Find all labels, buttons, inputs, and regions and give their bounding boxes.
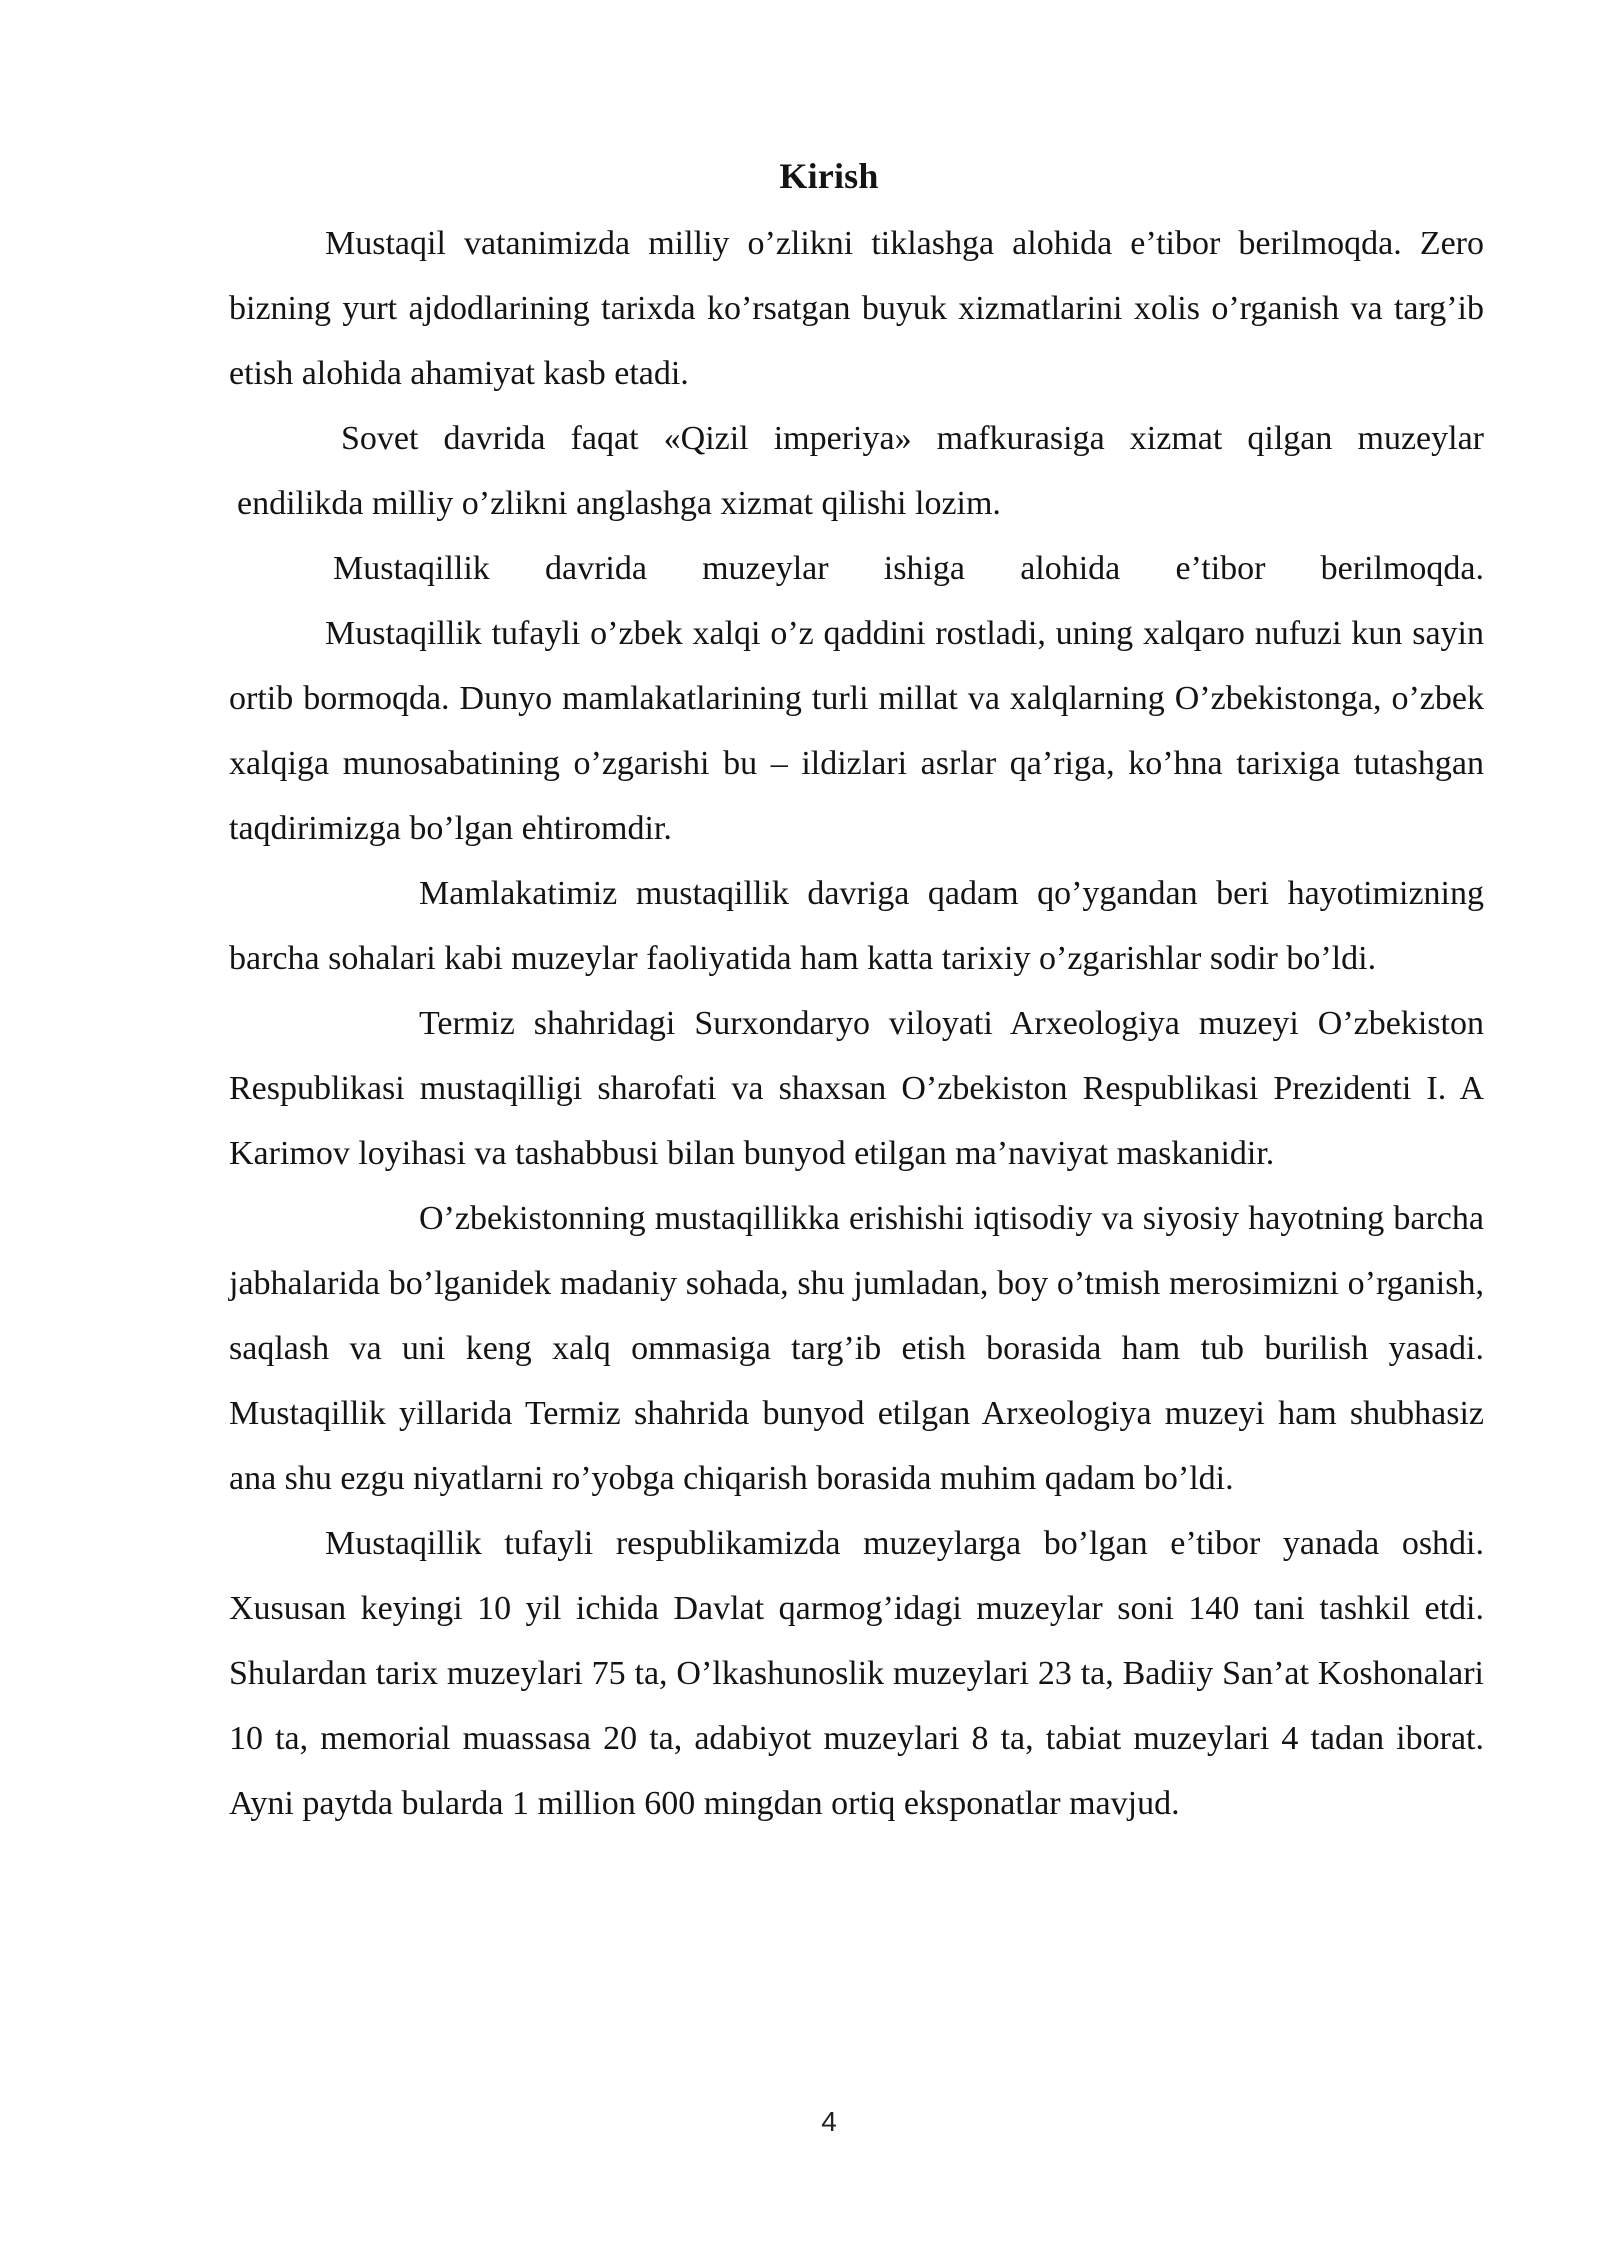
document-body [229,211,1484,1836]
paragraph-termiz-museum: Termiz shahridagi Surxondaryo viloyati Arxeologiya muzeyi O’zbekiston Respublikasi mustaqilligi sharofati va shaxsan O’zbekiston Respublikasi Prezidenti I. A Karimov loyihasi va tashabbusi bilan bunyod etilgan ma’naviyat maskanidir. [229,1005,1484,1172]
paragraph-independence-attention: Mustaqillik davrida muzeylar ishiga alohida e’tibor berilmoqda. [333,550,1484,587]
paragraph-soviet-era: Sovet davrida faqat «Qizil imperiya» mafkurasiga xizmat qilgan muzeylar endilikda milliy o’zlikni anglashga xizmat qilishi lozim. [237,420,1484,522]
paragraph-intro: Mustaqil vatanimizda milliy o’zlikni tiklashga alohida e’tibor berilmoqda. Zero bizning yurt ajdodlarining tarixda ko’rsatgan buyuk xizmatlarini xolis o’rganish va targ’ib etish alohida ahamiyat kasb etadi. [229,225,1484,392]
paragraph-museum-changes: Mamlakatimiz mustaqillik davriga qadam qo’ygandan beri hayotimizning barcha sohalari kabi muzeylar faoliyatida ham katta tarixiy o’zgarishlar sodir bo’ldi. [229,875,1484,977]
paragraph-cultural-turn: O’zbekistonning mustaqillikka erishishi iqtisodiy va siyosiy hayotning barcha jabhalarida bo’lganidek madaniy sohada, shu jumladan, boy o’tmish merosimizni o’rganish, saqlash va uni keng xalq ommasiga targ’ib etish borasida ham tub burilish yasadi. Mustaqillik yillarida Termiz shahrida bunyod etilgan Arxeologiya muzeyi ham shubhasiz ana shu ezgu niyatlarni ro’yobga chiqarish borasida muhim qadam bo’ldi. [229,1200,1484,1497]
paragraph-international-prestige: Mustaqillik tufayli o’zbek xalqi o’z qaddini rostladi, uning xalqaro nufuzi kun sayin ortib bormoqda. Dunyo mamlakatlarining turli millat va xalqlarning O’zbekistonga, o’zbek xalqiga munosabatining o’zgarishi bu – ildizlari asrlar qa’riga, ko’hna tarixiga tutashgan taqdirimizga bo’lgan ehtiromdir. [229,615,1484,847]
page-number: 4 [821,2106,837,2137]
section-title: Kirish [779,156,879,196]
paragraph-museum-statistics: Mustaqillik tufayli respublikamizda muzeylarga bo’lgan e’tibor yanada oshdi. Xususan keyingi 10 yil ichida Davlat qarmog’idagi muzeylar soni 140 tani tashkil etdi. Shulardan tarix muzeylari 75 ta, O’lkashunoslik muzeylari 23 ta, Badiiy San’at Koshonalari 10 ta, memorial muassasa 20 ta, adabiyot muzeylari 8 ta, tabiat muzeylari 4 tadan iborat. Ayni paytda bularda 1 million 600 mingdan ortiq eksponatlar mavjud. [229,1525,1484,1822]
